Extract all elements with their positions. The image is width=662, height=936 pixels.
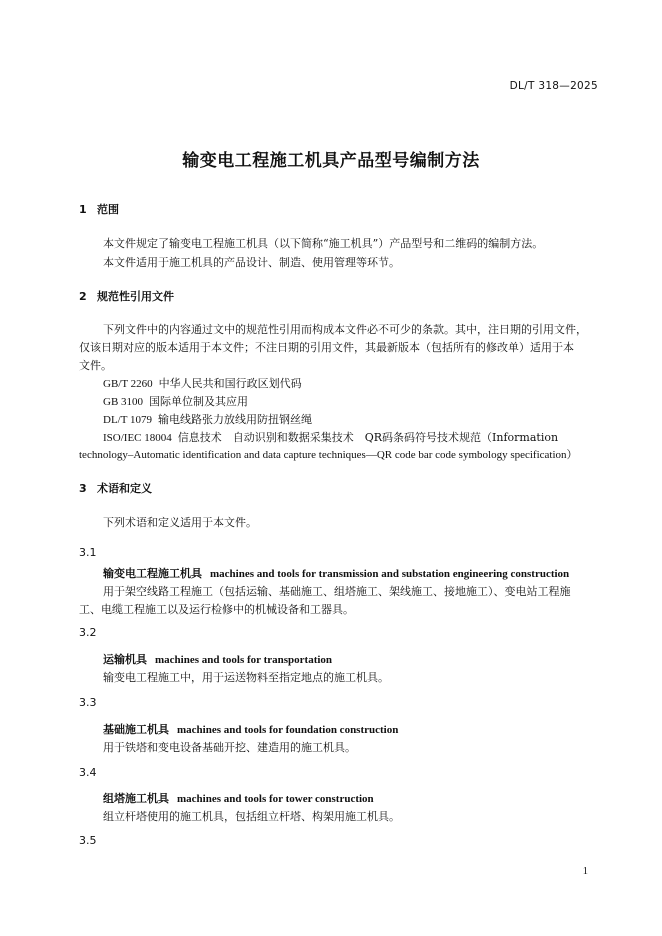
reference-code: ISO/IEC 18004: [103, 432, 172, 444]
reference-item: [103, 429, 558, 445]
reference-item: [103, 411, 312, 427]
reference-title: 中华人民共和国行政区划代码: [158, 377, 302, 390]
term-cn: 组塔施工机具: [103, 792, 169, 805]
reference-title: 输电线路张力放线用防扭钢丝绳: [158, 413, 312, 426]
section-title: 规范性引用文件: [97, 290, 174, 303]
term-number: 3.4: [79, 766, 97, 779]
paragraph: 下列术语和定义适用于本文件。: [103, 516, 257, 529]
term-heading: [103, 651, 332, 667]
reference-item: [103, 393, 248, 409]
reference-code: GB/T 2260: [103, 378, 153, 390]
section-heading-2: [79, 288, 174, 304]
page-number: 1: [582, 866, 588, 877]
term-en: machines and tools for transportation: [155, 654, 333, 666]
section-heading-3: [79, 480, 152, 496]
section-number: 3: [79, 482, 87, 495]
term-definition: 组立杆塔使用的施工机具，包括组立杆塔、构架用施工机具。: [103, 810, 400, 823]
term-en: machines and tools for foundation construction: [177, 724, 399, 736]
section-number: 1: [79, 203, 87, 216]
paragraph: 本文件规定了输变电工程施工机具（以下简称“施工机具”）产品型号和二维码的编制方法。: [103, 237, 544, 250]
term-heading: [103, 790, 374, 806]
term-heading: [103, 721, 398, 737]
paragraph-line: 下列文件中的内容通过文中的规范性引用而构成本文件必不可少的条款。其中，注日期的引用文件，: [103, 323, 587, 336]
term-heading: [103, 565, 569, 581]
paragraph-line: 文件。: [79, 359, 112, 372]
reference-title: 国际单位制及其应用: [149, 395, 249, 408]
term-en: machines and tools for transmission and substation engineering construction: [210, 568, 570, 580]
term-cn: 输变电工程施工机具: [103, 567, 202, 580]
paragraph: 本文件适用于施工机具的产品设计、制造、使用管理等环节。: [103, 256, 400, 269]
section-number: 2: [79, 290, 87, 303]
standard-code: DL/T 318—2025: [509, 80, 598, 92]
term-number: 3.3: [79, 696, 97, 709]
reference-code: DL/T 1079: [103, 414, 152, 426]
term-number: 3.2: [79, 626, 97, 639]
term-cn: 基础施工机具: [103, 723, 169, 736]
paragraph-line: 仅该日期对应的版本适用于本文件；不注日期的引用文件，其最新版本（包括所有的修改单）适用于本: [79, 341, 574, 354]
term-definition: 用于架空线路工程施工（包括运输、基础施工、组塔施工、架线施工、接地施工）、变电站工程施: [103, 585, 571, 598]
term-definition: 用于铁塔和变电设备基础开挖、建造用的施工机具。: [103, 741, 356, 754]
term-number: 3.5: [79, 834, 97, 847]
term-definition: 输变电工程施工中，用于运送物料至指定地点的施工机具。: [103, 671, 389, 684]
reference-title: 信息技术 自动识别和数据采集技术 QR码条码符号技术规范（Information: [177, 431, 559, 444]
reference-item: [103, 375, 302, 391]
reference-code: GB 3100: [103, 396, 144, 408]
document-title: 输变电工程施工机具产品型号编制方法: [182, 151, 480, 171]
section-title: 术语和定义: [97, 482, 152, 495]
term-number: 3.1: [79, 546, 97, 559]
section-heading-1: [79, 201, 119, 217]
term-cn: 运输机具: [103, 653, 147, 666]
reference-continuation: technology–Automatic identification and data capture techniques—QR code bar code symbology specification）: [79, 449, 578, 461]
term-definition: 工、电缆工程施工以及运行检修中的机械设备和工器具。: [79, 603, 354, 616]
section-title: 范围: [97, 203, 119, 216]
term-en: machines and tools for tower construction: [177, 793, 374, 805]
